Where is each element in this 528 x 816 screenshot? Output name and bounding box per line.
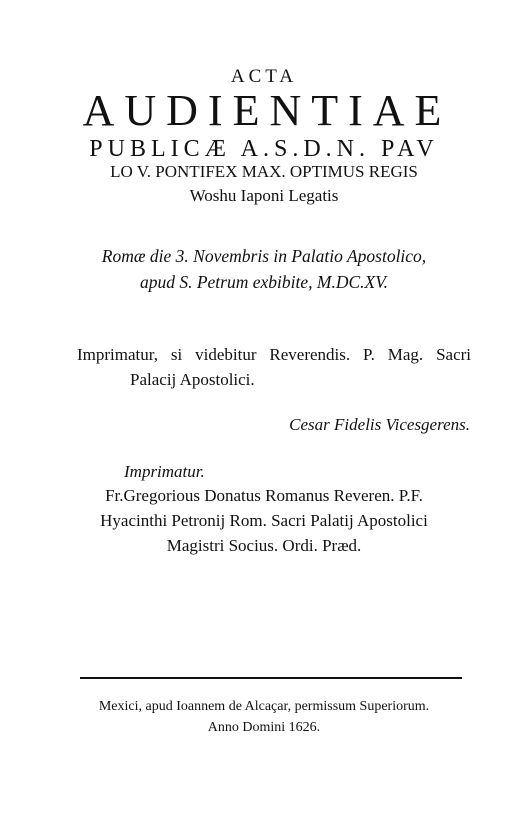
subtitle-line-1: Romæ die 3. Novembris in Palatio Apostolico, [101, 246, 427, 266]
subtitle-line-2: apud S. Petrum exbibite, M.DC.XV. [139, 272, 389, 292]
title-publicae-line: PUBLICÆ A.S.D.N. PAV [89, 136, 439, 162]
horizontal-rule [80, 677, 462, 679]
title-audientiae: AUDIENTIAE [82, 86, 452, 135]
title-legatis-line: Woshu Iaponi Legatis [189, 186, 339, 205]
imprint-line-1: Mexici, apud Ioannem de Alcaçar, permissum Superiorum. [98, 699, 430, 714]
title-acta: ACTA [230, 66, 298, 87]
imprimatur-signature: Cesar Fidelis Vicesgerens. [289, 415, 470, 434]
second-imprimatur-line-1: Fr.Gregorious Donatus Romanus Reveren. P.F. [105, 486, 423, 505]
second-imprimatur-heading: Imprimatur. [124, 462, 205, 481]
imprimatur-text-line-2: Palacij Apostolici. [130, 370, 255, 389]
second-imprimatur-line-3: Magistri Socius. Ordi. Præd. [166, 536, 362, 555]
imprint-line-2: Anno Domini 1626. [207, 720, 321, 735]
imprimatur-text-line-1: Imprimatur, si videbitur Reverendis. P. Mag. Sacri [77, 345, 471, 364]
title-pontifex-line: LO V. PONTIFEX MAX. OPTIMUS REGIS [110, 162, 418, 181]
second-imprimatur-line-2: Hyacinthi Petronij Rom. Sacri Palatij Apostolici [100, 511, 428, 530]
